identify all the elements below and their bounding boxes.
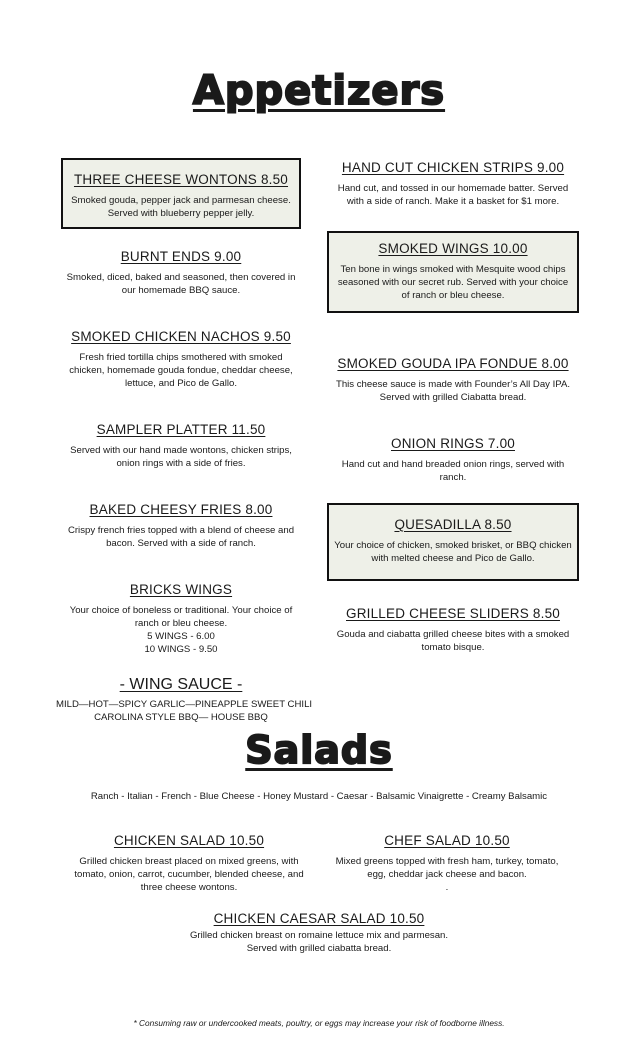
menu-item-burnt-ends [56,249,306,297]
item-title: SAMPLER PLATTER 11.50 [96,422,266,437]
item-description: Mixed greens topped with fresh ham, turkey, tomato, egg, cheddar jack cheese and bacon. . [335,856,559,893]
menu-item-smoked-gouda-ipa-fondue [328,356,578,404]
item-description: Smoked, diced, baked and seasoned, then covered in our homemade BBQ sauce. [66,272,296,296]
item-description: Hand cut and hand breaded onion rings, served with ranch. [341,459,565,483]
item-description: Your choice of boneless or traditional. Your choice of ranch or bleu cheese. 5 WINGS - 6.00 10 WINGS - 9.50 [69,605,293,655]
item-title: CHEF SALAD 10.50 [384,833,510,848]
item-title: BURNT ENDS 9.00 [120,249,242,264]
item-title: BAKED CHEESY FRIES 8.00 [89,502,273,517]
item-description: Grilled chicken breast on romaine lettuce mix and parmesan. Served with grilled ciabatta bread. [189,930,449,954]
menu-item-chicken-salad [64,833,314,894]
menu-item-onion-rings [328,436,578,484]
item-description: Hand cut, and tossed in our homemade batter. Served with a side of ranch. Make it a basket for $1 more. [337,183,569,207]
dressing-options: Ranch - Italian - French - Blue Cheese - Honey Mustard - Caesar - Balsamic Vinaigrette - Creamy Balsamic [90,791,548,802]
item-title: CHICKEN CAESAR SALAD 10.50 [213,911,425,926]
menu-item-chef-salad [322,833,572,894]
item-description: Gouda and ciabatta grilled cheese bites with a smoked tomato bisque. [336,629,570,653]
item-description: Crispy french fries topped with a blend of cheese and bacon. Served with a side of ranch. [67,525,295,549]
item-title: ONION RINGS 7.00 [391,436,515,451]
item-title: SMOKED CHICKEN NACHOS 9.50 [71,329,291,344]
wing-sauce-options: MILD—HOT—SPICY GARLIC—PINEAPPLE SWEET CHILI CAROLINA STYLE BBQ— HOUSE BBQ [56,699,313,723]
item-title: QUESADILLA 8.50 [394,517,512,532]
item-description: Fresh fried tortilla chips smothered with smoked chicken, homemade gouda fondue, cheddar cheese, lettuce, and Pico de Gallo. [69,352,293,389]
item-title: THREE CHEESE WONTONS 8.50 [73,172,289,187]
menu-item-grilled-cheese-sliders [328,606,578,654]
menu-item-hand-cut-chicken-strips [328,160,578,208]
appetizers-heading: Appetizers [192,68,446,114]
menu-item-bricks-wings [56,582,306,656]
foodborne-illness-disclaimer: * Consuming raw or undercooked meats, poultry, or eggs may increase your risk of foodborne illness. [133,1018,505,1028]
menu-item-baked-cheesy-fries [56,502,306,550]
salads-heading: Salads [245,728,393,772]
item-title: SMOKED WINGS 10.00 [378,241,528,256]
menu-item-chicken-caesar-salad [159,911,479,955]
menu-item-three-cheese-wontons [61,158,301,229]
item-title: BRICKS WINGS [129,582,233,597]
menu-item-sampler-platter [56,422,306,470]
menu-item-smoked-chicken-nachos [56,329,306,390]
menu-item-smoked-wings [327,231,579,313]
wing-sauce-section [56,676,313,724]
item-description: Served with our hand made wontons, chicken strips, onion rings with a side of fries. [70,445,292,469]
item-description: Smoked gouda, pepper jack and parmesan cheese. Served with blueberry pepper jelly. [71,195,291,219]
menu-item-quesadilla [327,503,579,581]
item-title: GRILLED CHEESE SLIDERS 8.50 [346,606,560,621]
item-title: CHICKEN SALAD 10.50 [113,833,265,848]
item-title: SMOKED GOUDA IPA FONDUE 8.00 [337,356,569,371]
item-description: Ten bone in wings smoked with Mesquite wood chips seasoned with our secret rub. Served with your choice of ranch or bleu cheese. [337,264,569,301]
item-description: Your choice of chicken, smoked brisket, or BBQ chicken with melted cheese and Pico de Gallo. [334,540,572,564]
item-description: Grilled chicken breast placed on mixed greens, with tomato, onion, carrot, cucumber, blended cheese, and three cheese wontons. [74,856,304,893]
item-description: This cheese sauce is made with Founder’s All Day IPA. Served with grilled Ciabatta bread. [335,379,571,403]
wing-sauce-title: - WING SAUCE - [119,676,243,693]
item-title: HAND CUT CHICKEN STRIPS 9.00 [341,160,565,175]
